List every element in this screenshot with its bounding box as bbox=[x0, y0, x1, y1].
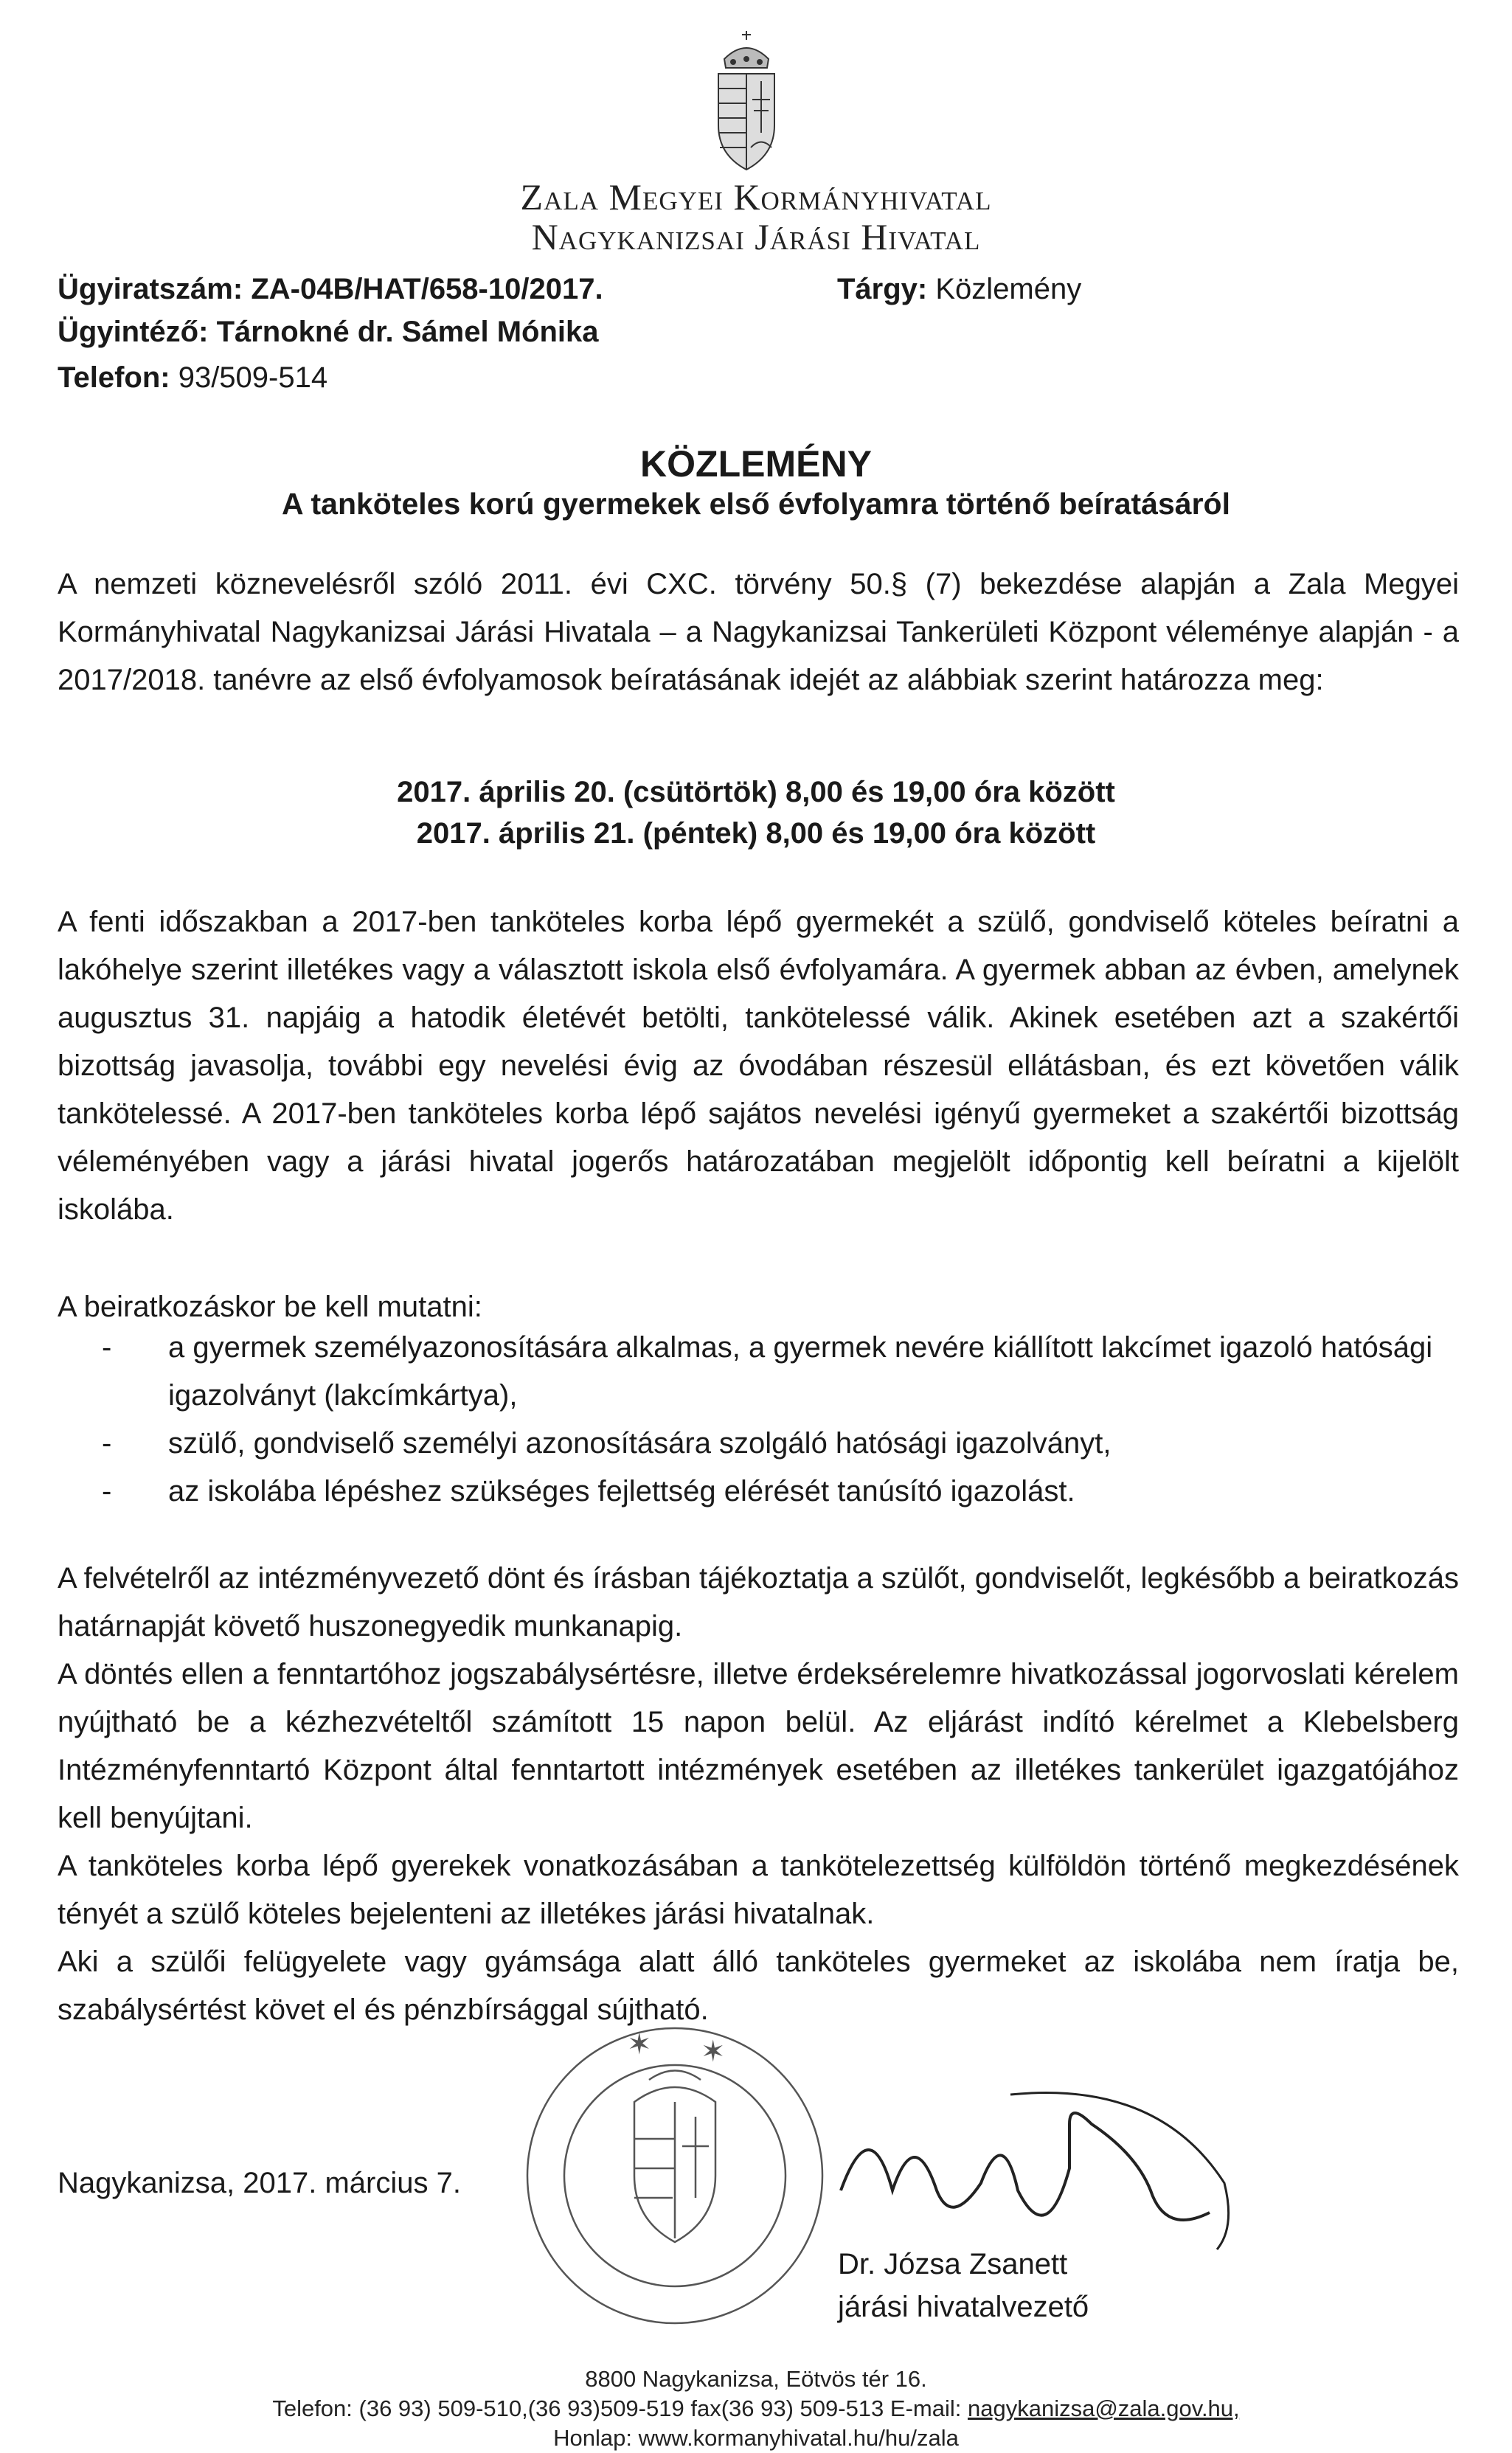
dash-bullet: - bbox=[102, 1427, 112, 1460]
appeal-paragraph: A döntés ellen a fenntartóhoz jogszabálysértésre, illetve érdeksérelemre hivatkozással jogorvoslati kérelem nyújtható be a kézhezvételtől számított 15 napon belül. Az eljárást indító kérelmet a Klebelsberg Intézményfenntartó Központ által fenntartott intézmények esetében az illetékes tankerület igazgatójához kell benyújtani. bbox=[58, 1658, 1459, 1834]
official-stamp-icon bbox=[516, 1991, 833, 2375]
case-number-label: Ügyiratszám: bbox=[58, 273, 243, 305]
body-paragraph: A fenti időszakban a 2017-ben tanköteles korba lépő gyermekét a szülő, gondviselő köteles beíratni a lakóhelye szerint illetékes vagy a választott iskola első évfolyamára. A gyermek abban az évben, amelynek augusztus 31. napjáig a hatodik életévét betölti, tankötelessé válik. Akinek esetében azt a szakértői bizottság javasolja, további egy nevelési évig az óvodában részesül ellátásban, és ezt követően válik tankötelessé. A 2017-ben tanköteles korba lépő sajátos nevelési igényű gyermeket a szakértői bizottság véleményében vagy a járási hivatal jogerős határozatában megjelölt időpontig kell beíratni a kijelölt iskolába. bbox=[58, 906, 1459, 1226]
footer-phone-fax: Telefon: (36 93) 509-510,(36 93)509-519 fax(36 93) 509-513 E-mail: bbox=[272, 2395, 962, 2421]
decision-paragraph: A felvételről az intézményvezető dönt és írásban tájékoztatja a szülőt, gondviselőt, legkésőbb a beiratkozás határnapját követő huszonegyedik munkanapig. bbox=[58, 1562, 1459, 1642]
footer-website[interactable]: Honlap: www.kormanyhivatal.hu/hu/zala bbox=[553, 2425, 959, 2451]
footer-address: 8800 Nagykanizsa, Eötvös tér 16. bbox=[585, 2366, 927, 2392]
case-number-value: ZA-04B/HAT/658-10/2017. bbox=[251, 273, 603, 305]
phone-label: Telefon: bbox=[58, 361, 170, 394]
list-item: - az iskolába lépéshez szükséges fejlettség elérését tanúsító igazolást. bbox=[58, 1468, 1459, 1516]
requirements-intro: A beiratkozáskor be kell mutatni: bbox=[58, 1291, 482, 1323]
place-and-date: Nagykanizsa, 2017. március 7. bbox=[58, 2167, 461, 2199]
phone-value: 93/509-514 bbox=[178, 361, 328, 394]
case-handler-label: Ügyintéző: bbox=[58, 316, 209, 348]
subject-value: Közlemény bbox=[935, 273, 1082, 305]
svg-text:✶: ✶ bbox=[701, 2035, 726, 2069]
subject-label: Tárgy: bbox=[837, 273, 928, 305]
document-subtitle: A tanköteles korú gyermekek első évfolyamra történő beíratásáról bbox=[282, 487, 1230, 521]
signer-name: Dr. Józsa Zsanett bbox=[838, 2248, 1068, 2280]
enrollment-date-1: 2017. április 20. (csütörtök) 8,00 és 19,00 óra között bbox=[397, 776, 1115, 808]
abroad-paragraph: A tanköteles korba lépő gyerekek vonatkozásában a tankötelezettség külföldön történő megkezdésének tényét a szülő köteles bejelenteni az illetékes járási hivatalnak. bbox=[58, 1850, 1459, 1930]
signature-icon bbox=[826, 2080, 1239, 2257]
document-title: KÖZLEMÉNY bbox=[640, 443, 872, 485]
office-subname: Nagykanizsai Járási Hivatal bbox=[531, 216, 981, 257]
signer-title: járási hivatalvezető bbox=[838, 2291, 1089, 2323]
requirements-list bbox=[58, 1324, 1459, 1516]
footer-contact bbox=[0, 2395, 1512, 2422]
list-item: - a gyermek személyazonosítására alkalmas, a gyermek nevére kiállított lakcímet igazoló hatósági igazolványt (lakcímkártya), bbox=[58, 1324, 1459, 1420]
subject bbox=[837, 273, 1081, 306]
office-name: Zala Megyei Kormányhivatal bbox=[520, 176, 992, 218]
penalty-paragraph: Aki a szülői felügyelete vagy gyámsága alatt álló tanköteles gyermeket az iskolába nem íratja be, szabálysértést követ el és pénzbírsággal sújtható. bbox=[58, 1946, 1459, 2026]
list-item: - szülő, gondviselő személyi azonosítására szolgáló hatósági igazolványt, bbox=[58, 1420, 1459, 1468]
dash-bullet: - bbox=[102, 1475, 112, 1507]
enrollment-date-2: 2017. április 21. (péntek) 8,00 és 19,00 óra között bbox=[416, 817, 1096, 850]
dash-bullet: - bbox=[102, 1331, 112, 1364]
footer-email-link[interactable]: nagykanizsa@zala.gov.hu, bbox=[967, 2395, 1240, 2421]
case-handler-value: Tárnokné dr. Sámel Mónika bbox=[216, 316, 599, 348]
intro-paragraph: A nemzeti köznevelésről szóló 2011. évi CXC. törvény 50.§ (7) bekezdése alapján a Zala Megyei Kormányhivatal Nagykanizsai Járási Hivatala – a Nagykanizsai Tankerületi Központ véleménye alapján - a 2017/2018. tanévre az első évfolyamosok beíratásának idejét az alábbiak szerint határozza meg: bbox=[58, 568, 1459, 696]
phone bbox=[58, 361, 327, 395]
svg-text:✶: ✶ bbox=[627, 2027, 652, 2061]
coat-of-arms-icon bbox=[702, 30, 791, 177]
case-number bbox=[58, 273, 603, 306]
case-handler bbox=[58, 316, 599, 349]
